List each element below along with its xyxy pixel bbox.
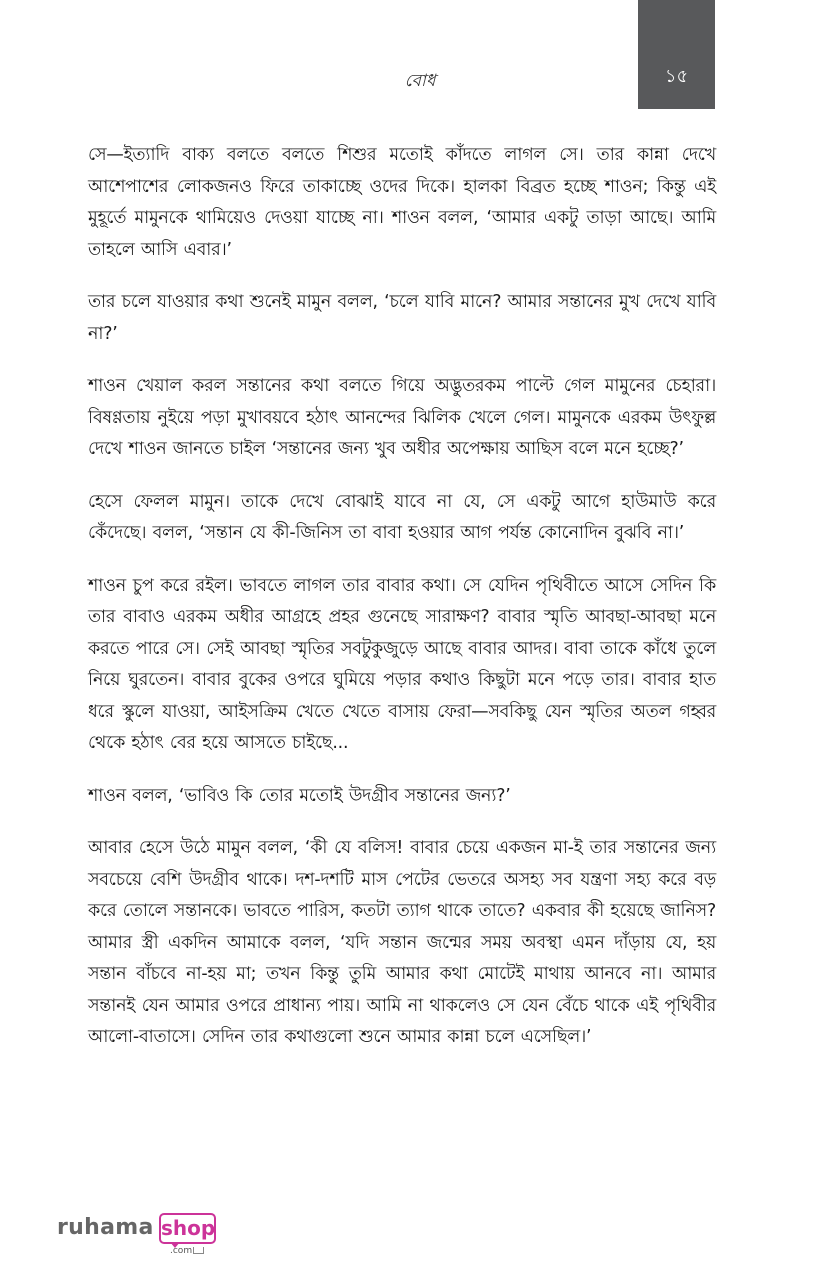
paragraph: শাওন চুপ করে রইল। ভাবতে লাগল তার বাবার কথা। সে যেদিন পৃথিবীতে আসে সেদিন কি তার বাবাও এরকম অধীর আগ্রহে প্রহর গুনেছে সারাক্ষণ? বাবার স্মৃতি আবছা-আবছা মনে করতে পারে সে। সেই আবছা স্মৃতির সবটুকুজুড়ে আছে বাবার আদর। বাবা তাকে কাঁধে তুলে নিয়ে ঘুরতেন। বাবার বুকের ওপরে ঘুমিয়ে পড়ার কথাও কিছুটা মনে পড়ে তার। বাবার হাত ধরে স্কুলে যাওয়া, আইসক্রিম খেতে খেতে বাসায় ফেরা—সবকিছু যেন স্মৃতির অতল গহ্বর থেকে হঠাৎ বের হয়ে আসতে চাইছে... [88,575,716,753]
paragraph: শাওন খেয়াল করল সন্তানের কথা বলতে গিয়ে অদ্ভুতরকম পাল্টে গেল মামুনের চেহারা। বিষণ্ণতায় নুইয়ে পড়া মুখাবয়বে হঠাৎ আনন্দের ঝিলিক খেলে গেল। মামুনকে এরকম উৎফুল্ল দেখে শাওন জানতে চাইল ‘সন্তানের জন্য খুব অধীর অপেক্ষায় আছিস বলে মনে হচ্ছে?’ [88,376,716,459]
logo-domain [170,1246,204,1256]
logo-speech-bubble [159,1213,216,1244]
ruhamashop-logo [57,1213,227,1263]
body-text [88,140,716,1075]
page-number-tab [638,0,715,109]
logo-brand-right: shop [161,1216,216,1240]
paragraph: হেসে ফেলল মামুন। তাকে দেখে বোঝাই যাবে না যে, সে একটু আগে হাউমাউ করে কেঁদেছে। বলল, ‘সন্তান যে কী-জিনিস তা বাবা হওয়ার আগ পর্যন্ত কোনোদিন বুঝবি না।’ [88,491,716,543]
page-number: ১৫ [664,66,689,87]
logo-brand-left: ruhama [57,1215,154,1240]
paragraph: সে—ইত্যাদি বাক্য বলতে বলতে শিশুর মতোই কাঁদতে লাগল সে। তার কান্না দেখে আশেপাশের লোকজনও ফিরে তাকাচ্ছে ওদের দিকে। হালকা বিব্রত হচ্ছে শাওন; কিন্তু এই মুহূর্তে মামুনকে থামিয়েও দেওয়া যাচ্ছে না। শাওন বলল, ‘আমার একটু তাড়া আছে। আমি তাহলে আসি এবার।’ [88,145,716,260]
cart-icon [193,1247,204,1254]
paragraph: শাওন বলল, ‘ভাবিও কি তোর মতোই উদগ্রীব সন্তানের জন্য?’ [88,785,511,806]
running-title: বোধ [404,71,436,91]
paragraph: আবার হেসে উঠে মামুন বলল, ‘কী যে বলিস! বাবার চেয়ে একজন মা-ই তার সন্তানের জন্য সবচেয়ে বেশি উদগ্রীব থাকে। দশ-দশটি মাস পেটের ভেতরে অসহ্য সব যন্ত্রণা সহ্য করে বড় করে তোলে সন্তানকে। ভাবতে পারিস, কতটা ত্যাগ থাকে তাতে? একবার কী হয়েছে জানিস? আমার স্ত্রী একদিন আমাকে বলল, ‘যদি সন্তান জন্মের সময় অবস্থা এমন দাঁড়ায় যে, হয় সন্তান বাঁচবে না-হয় মা; তখন কিন্তু তুমি আমার কথা মোটেই মাথায় আনবে না। আমার সন্তানই যেন আমার ওপরে প্রাধান্য পায়। আমি না থাকলেও সে যেন বেঁচে থাকে এই পৃথিবীর আলো-বাতাসে। সেদিন তার কথাগুলো শুনে আমার কান্না চলে এসেছিল।’ [88,838,716,1047]
logo-domain-text: .com [170,1246,193,1256]
paragraph: তার চলে যাওয়ার কথা শুনেই মামুন বলল, ‘চলে যাবি মানে? আমার সন্তানের মুখ দেখে যাবি না?’ [88,292,716,344]
